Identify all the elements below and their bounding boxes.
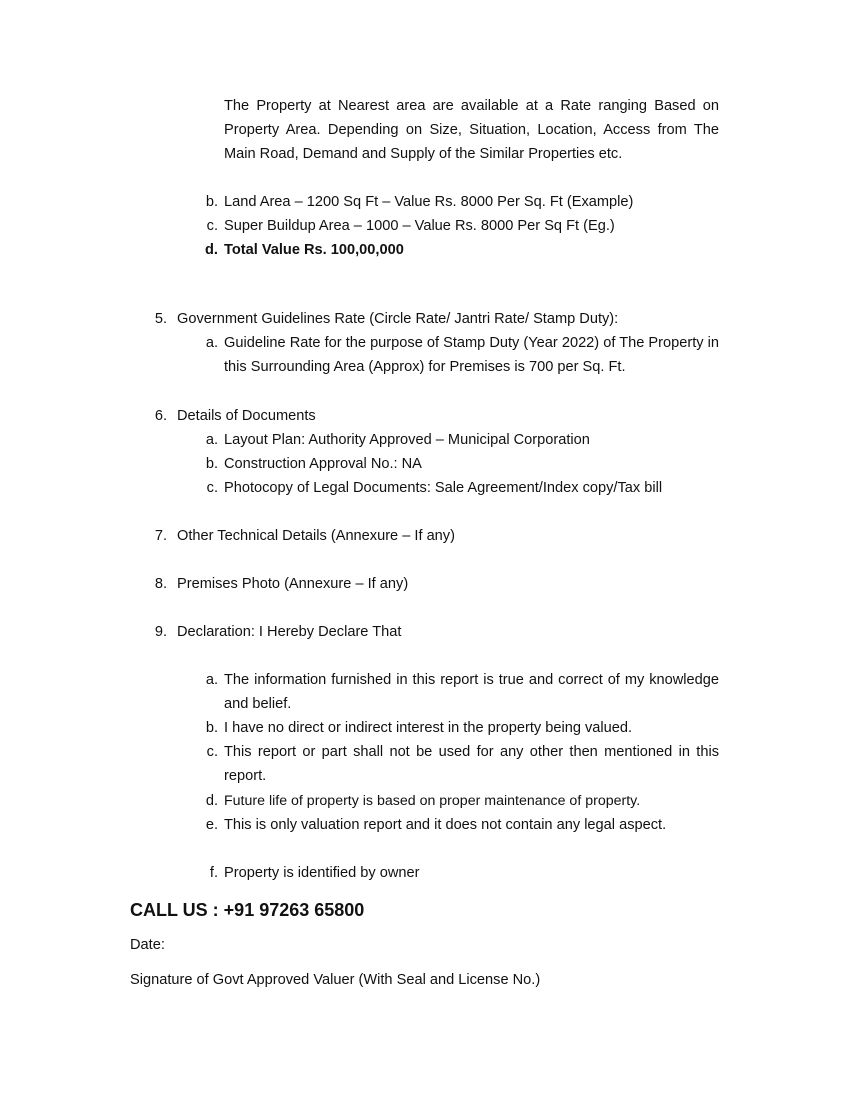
section-number: 8.: [154, 576, 167, 592]
legal-documents-text: Photocopy of Legal Documents: Sale Agreement/Index copy/Tax bill: [224, 480, 663, 496]
date-label: Date:: [130, 937, 165, 953]
list-item: [196, 813, 719, 861]
list-item: [196, 238, 719, 262]
list-item: [196, 861, 719, 885]
declaration-text: This report or part shall not be used for any other then mentioned in this report.: [224, 744, 719, 784]
list-marker: a.: [205, 335, 218, 351]
layout-plan-text: Layout Plan: Authority Approved – Municipal Corporation: [224, 432, 590, 448]
declaration-text: The information furnished in this report is true and correct of my knowledge and belief.: [224, 672, 719, 712]
guideline-rate-text: Guideline Rate for the purpose of Stamp Duty (Year 2022) of The Property in this Surrounding Area (Approx) for Premises is 700 per Sq. Ft.: [224, 335, 719, 375]
section-title: Other Technical Details (Annexure – If any): [177, 528, 455, 544]
declaration-text: This is only valuation report and it does not contain any legal aspect.: [224, 817, 667, 833]
section-number: 7.: [154, 528, 167, 544]
list-item: [196, 190, 719, 214]
list-marker: b.: [205, 720, 218, 736]
list-marker: c.: [206, 480, 218, 496]
section-6-heading: [145, 404, 719, 428]
signature-label: Signature of Govt Approved Valuer (With Seal and License No.): [130, 972, 541, 988]
section-title: Government Guidelines Rate (Circle Rate/ Jantri Rate/ Stamp Duty):: [177, 311, 619, 327]
list-marker: d.: [205, 242, 218, 258]
section-number: 5.: [154, 311, 167, 327]
list-item: [196, 428, 719, 452]
total-value: Total Value Rs. 100,00,000: [224, 242, 404, 258]
list-marker: a.: [205, 432, 218, 448]
list-marker: c.: [206, 744, 218, 760]
declaration-text: Future life of property is based on proper maintenance of property.: [224, 793, 641, 809]
section-9-heading: [145, 620, 719, 644]
list-item: [196, 740, 719, 788]
section-8-heading: [145, 572, 719, 596]
list-item: [196, 214, 719, 238]
section-title: Declaration: I Hereby Declare That: [177, 624, 402, 640]
intro-paragraph: The Property at Nearest area are available at a Rate ranging Based on Property Area. Depending on Size, Situation, Location, Access from The Main Road, Demand and Supply of the Similar Properties etc.: [224, 98, 719, 162]
section-number: 9.: [154, 624, 167, 640]
land-area-value: Land Area – 1200 Sq Ft – Value Rs. 8000 Per Sq. Ft (Example): [224, 194, 634, 210]
construction-approval-text: Construction Approval No.: NA: [224, 456, 422, 472]
contact-phone: CALL US : +91 97263 65800: [130, 900, 365, 920]
list-marker: d.: [205, 793, 218, 809]
list-marker: b.: [205, 194, 218, 210]
list-item: [196, 476, 719, 524]
list-marker: c.: [206, 218, 218, 234]
list-marker: f.: [209, 865, 218, 881]
declaration-text: I have no direct or indirect interest in the property being valued.: [224, 720, 633, 736]
list-item: [196, 789, 719, 813]
list-item: [196, 331, 719, 403]
list-marker: a.: [205, 672, 218, 688]
section-7-heading: [145, 524, 719, 548]
list-marker: e.: [205, 817, 218, 833]
section-title: Premises Photo (Annexure – If any): [177, 576, 409, 592]
list-item: [196, 452, 719, 476]
section-5-heading: [145, 307, 719, 331]
super-buildup-area-value: Super Buildup Area – 1000 – Value Rs. 8000 Per Sq Ft (Eg.): [224, 218, 615, 234]
list-item: [196, 668, 719, 716]
declaration-text: Property is identified by owner: [224, 865, 420, 881]
list-marker: b.: [205, 456, 218, 472]
list-item: [196, 716, 719, 740]
section-title: Details of Documents: [177, 408, 316, 424]
section-number: 6.: [154, 408, 167, 424]
